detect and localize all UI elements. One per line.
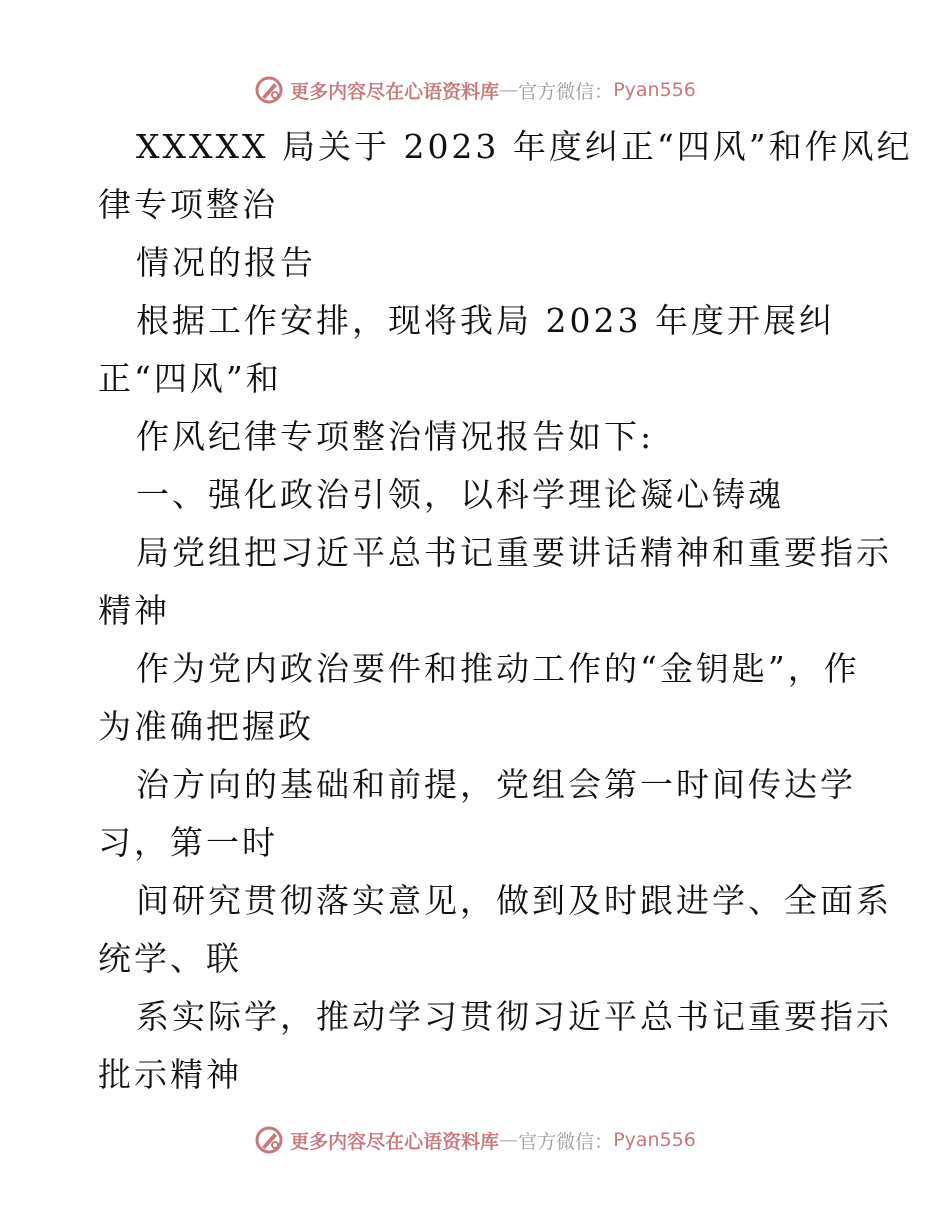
title-line-1: XXXXX 局关于 2023 年度纠正“四风”和作风纪 bbox=[136, 127, 913, 166]
title-line-2: 律专项整治 bbox=[98, 185, 278, 224]
paragraph-line: 间研究贯彻落实意见，做到及时跟进学、全面系 bbox=[136, 881, 892, 920]
paragraph-line: 作风纪律专项整治情况报告如下: bbox=[136, 417, 655, 456]
footer-watermark bbox=[0, 1120, 950, 1160]
paragraph-line: 根据工作安排，现将我局 2023 年度开展纠 bbox=[136, 301, 835, 340]
watermark-account: Pyan556 bbox=[613, 79, 696, 101]
header-watermark bbox=[0, 70, 950, 110]
paragraph-line: 作为党内政治要件和推动工作的“金钥匙”，作 bbox=[136, 649, 860, 688]
paragraph-line: 局党组把习近平总书记重要讲话精神和重要指示 bbox=[136, 533, 892, 572]
watermark-separator: — bbox=[499, 1129, 519, 1151]
paragraph-line: 统学、联 bbox=[98, 939, 242, 978]
pen-in-circle-icon bbox=[254, 1125, 284, 1155]
paragraph-line: 正“四风”和 bbox=[98, 359, 282, 398]
paragraph-line: 精神 bbox=[98, 591, 170, 630]
watermark-separator: — bbox=[499, 79, 519, 101]
paragraph-line: 批示精神 bbox=[98, 1055, 242, 1094]
paragraph-line: 习，第一时 bbox=[98, 823, 278, 862]
watermark-brand: 更多内容尽在心语资料库 bbox=[290, 1130, 500, 1153]
watermark-account: Pyan556 bbox=[613, 1129, 696, 1151]
paragraph-line: 治方向的基础和前提，党组会第一时间传达学 bbox=[136, 765, 856, 804]
watermark-official-label: 官方微信： bbox=[518, 1130, 614, 1153]
title-line-3: 情况的报告 bbox=[136, 243, 316, 282]
watermark-brand: 更多内容尽在心语资料库 bbox=[290, 80, 500, 103]
paragraph-line: 为准确把握政 bbox=[98, 707, 314, 746]
watermark-official-label: 官方微信： bbox=[518, 80, 614, 103]
paragraph-line: 系实际学，推动学习贯彻习近平总书记重要指示 bbox=[136, 997, 892, 1036]
document-body bbox=[98, 118, 913, 1104]
pen-in-circle-icon bbox=[254, 75, 284, 105]
section-heading: 一、强化政治引领，以科学理论凝心铸魂 bbox=[136, 475, 784, 514]
